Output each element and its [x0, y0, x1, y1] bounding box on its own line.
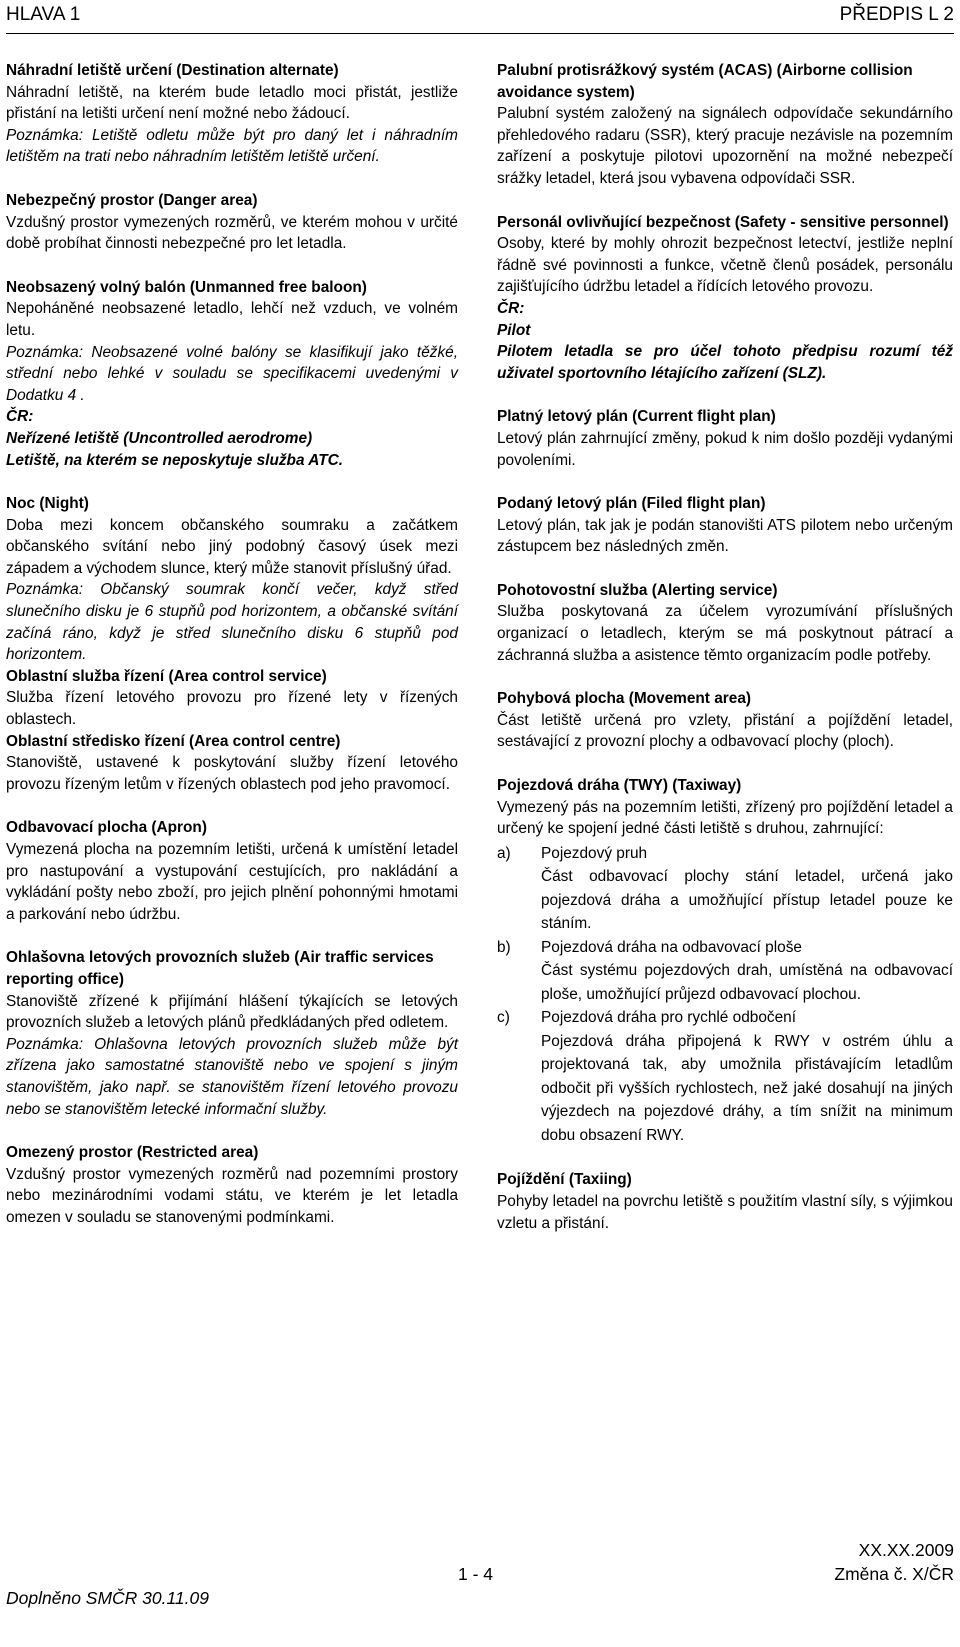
- list-item-description: Část odbavovací plochy stání letadel, určená jako pojezdová dráha a umožňující přístup letadel pouze ke stáním.: [541, 868, 953, 933]
- list-item-description: Část systému pojezdových drah, umístěná na odbavovací ploše, umožňující průjezd odbavovací plochou.: [541, 962, 953, 1003]
- definition-movement-area: [497, 688, 953, 753]
- list-item: [497, 936, 953, 1007]
- definition-body: Stanoviště, ustavené k poskytování služby řízení letového provozu řízeným letům v řízených oblastech pod jeho pravomocí.: [6, 754, 458, 793]
- definition-title: Palubní protisrážkový systém (ACAS) (Airborne collision avoidance system): [497, 62, 913, 101]
- right-column: [497, 60, 953, 1256]
- national-label: ČR:: [6, 408, 34, 426]
- definition-filed-flight-plan: [497, 493, 953, 558]
- definition-title: Noc (Night): [6, 495, 89, 513]
- definition-current-flight-plan: [497, 406, 953, 471]
- list-item-description: Pojezdová dráha připojená k RWY v ostrém úhlu a projektovaná tak, aby umožnila přistávajícím letadlům odbočit při vyšších rychlostech, než jaké dosahují na jiných výjezdech na pojezdové dráhy, a tím snížit na minimum dobu obsazení RWY.: [541, 1032, 953, 1144]
- list-item-name: Pojezdová dráha pro rychlé odbočení: [541, 1009, 796, 1027]
- definition-body: Vzdušný prostor vymezených rozměrů, ve kterém mohou v určité době probíhat činnosti nebezpečné pro let letadla.: [6, 213, 458, 253]
- definition-alerting-service: [497, 580, 953, 666]
- definition-taxiway: [497, 775, 953, 1147]
- definition-danger-area: [6, 190, 458, 255]
- definition-title: Neobsazený volný balón (Unmanned free baloon): [6, 278, 367, 296]
- definition-ats-reporting-office: [6, 947, 458, 1120]
- list-marker: a): [497, 844, 511, 862]
- definition-body: Část letiště určená pro vzlety, přistání a pojíždění letadel, sestávající z provozní plochy a odbavovací plochy (ploch).: [497, 711, 953, 751]
- definition-note: Poznámka: Ohlašovna letových provozních služeb může být zřízena jako samostatné stanoviště nebo ve spojení s jiným stanovištěm, jako např. se stanovištěm řízení letového provozu nebo se stanovištěm letecké informační služby.: [6, 1035, 458, 1118]
- definition-title: Omezený prostor (Restricted area): [6, 1144, 259, 1162]
- national-definition-body: Letiště, na kterém se neposkytuje služba ATC.: [6, 451, 343, 469]
- national-label: ČR:: [497, 299, 525, 317]
- definition-title: Pohybová plocha (Movement area): [497, 690, 752, 708]
- definition-title: Pojezdová dráha (TWY) (Taxiway): [497, 777, 742, 795]
- definition-title: Pohotovostní služba (Alerting service): [497, 581, 778, 599]
- definition-title: Oblastní středisko řízení (Area control centre): [6, 732, 341, 750]
- definition-night: [6, 493, 458, 666]
- definition-title: Nebezpečný prostor (Danger area): [6, 191, 258, 209]
- definition-title: Platný letový plán (Current flight plan): [497, 408, 776, 426]
- page-number: 1 - 4: [458, 1564, 494, 1584]
- definition-destination-alternate: [6, 60, 458, 168]
- left-column: [6, 60, 458, 1251]
- definition-note: Poznámka: Neobsazené volné balóny se klasifikují jako těžké, střední nebo lehké v souladu se specifikacemi uvedenými v Dodatku 4 .: [6, 343, 458, 404]
- definition-body: Letový plán zahrnující změny, pokud k nim došlo později vydanými povoleními.: [497, 429, 953, 469]
- definition-body: Doba mezi koncem občanského soumraku a začátkem občanského svítání nebo jiný podobný časový úsek mezi západem a východem slunce, který může stanovit příslušný úřad.: [6, 516, 458, 577]
- definition-title: Oblastní služba řízení (Area control service): [6, 667, 327, 685]
- list-item: [497, 1006, 953, 1147]
- definition-body: Vymezená plocha na pozemním letišti, určená k umístění letadel pro nastupování a vystupování cestujících, pro nakládání a vykládání pošty nebo zboží, pro jejich plnění pohonnými hmotami a parkování nebo údržbu.: [6, 841, 458, 923]
- definition-body: Pohyby letadel na povrchu letiště s použitím vlastní síly, s výjimkou vzletu a přistání.: [497, 1192, 953, 1232]
- definition-note: Poznámka: Letiště odletu může být pro daný let i náhradním letištěm na trati nebo náhradním letištěm letiště určení.: [6, 126, 458, 166]
- definition-body: Služba řízení letového provozu pro řízené lety v řízených oblastech.: [6, 689, 458, 729]
- definition-body: Letový plán, tak jak je podán stanovišti ATS pilotem nebo určeným zástupcem bez následných změn.: [497, 516, 953, 556]
- taxiway-types-list: [497, 842, 953, 1148]
- definition-body: Palubní systém založený na signálech odpovídače sekundárního přehledového radaru (SSR), který pracuje nezávisle na pozemním zařízení a poskytuje pilotovi upozornění na možné nebezpečí srážky letadel, která jsou vybavena odpovídači SSR.: [497, 105, 953, 187]
- definition-body: Vzdušný prostor vymezených rozměrů nad pozemními prostory nebo mezinárodními vodami státu, ve kterém je let letadla omezen v souladu se stanovenými podmínkami.: [6, 1165, 458, 1226]
- chapter-label: HLAVA 1: [6, 4, 81, 25]
- definition-unmanned-free-balloon: [6, 277, 458, 471]
- definition-note: Poznámka: Občanský soumrak končí večer, když střed slunečního disku je 6 stupňů pod horizontem, a občanské svítání začíná ráno, když je střed slunečního disku 6 stupňů pod horizontem.: [6, 581, 458, 664]
- definition-area-control-centre: [6, 731, 458, 796]
- footer-date: XX.XX.2009: [858, 1540, 954, 1560]
- definition-body: Osoby, které by mohly ohrozit bezpečnost letectví, jestliže neplní řádně své povinnosti a funkce, včetně členů posádek, personálu zajišťujícího údržbu letadel a řídících letového provozu.: [497, 235, 953, 296]
- page-header: [0, 0, 960, 38]
- definition-body: Náhradní letiště, na kterém bude letadlo moci přistát, jestliže přistání na letišti určení není možné nebo žádoucí.: [6, 83, 458, 123]
- regulation-label: PŘEDPIS L 2: [839, 4, 954, 25]
- definition-restricted-area: [6, 1142, 458, 1228]
- definition-area-control-service: [6, 666, 458, 731]
- list-item-name: Pojezdový pruh: [541, 844, 648, 862]
- definition-title: Podaný letový plán (Filed flight plan): [497, 495, 766, 513]
- header-rule: [6, 33, 954, 34]
- amendment-label: Změna č. X/ČR: [834, 1564, 954, 1584]
- definition-body: Služba poskytovaná za účelem vyrozumívání příslušných organizací o letadlech, kterým se má poskytnout pátrací a záchranná služba a asistence těmto organizacím podle potřeby.: [497, 603, 953, 664]
- page-footer: [0, 1540, 960, 1647]
- definition-taxiing: [497, 1169, 953, 1234]
- definition-title: Odbavovací plocha (Apron): [6, 819, 207, 837]
- list-item: [497, 842, 953, 936]
- national-definition-title: Pilot: [497, 321, 531, 339]
- list-marker: b): [497, 938, 511, 956]
- list-marker: c): [497, 1009, 510, 1027]
- supplement-note: Doplněno SMČR 30.11.09: [6, 1588, 209, 1608]
- definition-body: Nepoháněné neobsazené letadlo, lehčí než vzduch, ve volném letu.: [6, 300, 458, 339]
- definition-safety-sensitive-personnel: [497, 212, 953, 385]
- national-definition-title: Neřízené letiště (Uncontrolled aerodrome): [6, 429, 313, 447]
- national-definition-body: Pilotem letadla se pro účel tohoto předpisu rozumí též uživatel sportovního létajícího zařízení (SLZ).: [497, 343, 953, 382]
- definition-apron: [6, 817, 458, 925]
- list-item-name: Pojezdová dráha na odbavovací ploše: [541, 938, 802, 956]
- definition-title: Pojíždění (Taxiing): [497, 1171, 632, 1189]
- definition-body: Vymezený pás na pozemním letišti, zřízený pro pojíždění letadel a určený ke spojení jedné části letiště s druhou, zahrnující:: [497, 798, 953, 838]
- definition-title: Ohlašovna letových provozních služeb (Air traffic services reporting office): [6, 949, 434, 988]
- definition-title: Personál ovlivňující bezpečnost (Safety - sensitive personnel): [497, 213, 949, 231]
- definition-acas: [497, 60, 953, 190]
- definition-title: Náhradní letiště určení (Destination alternate): [6, 62, 339, 79]
- definition-body: Stanoviště zřízené k přijímání hlášení týkajících se letových provozních služeb a letových plánů předkládaných před odletem.: [6, 992, 458, 1032]
